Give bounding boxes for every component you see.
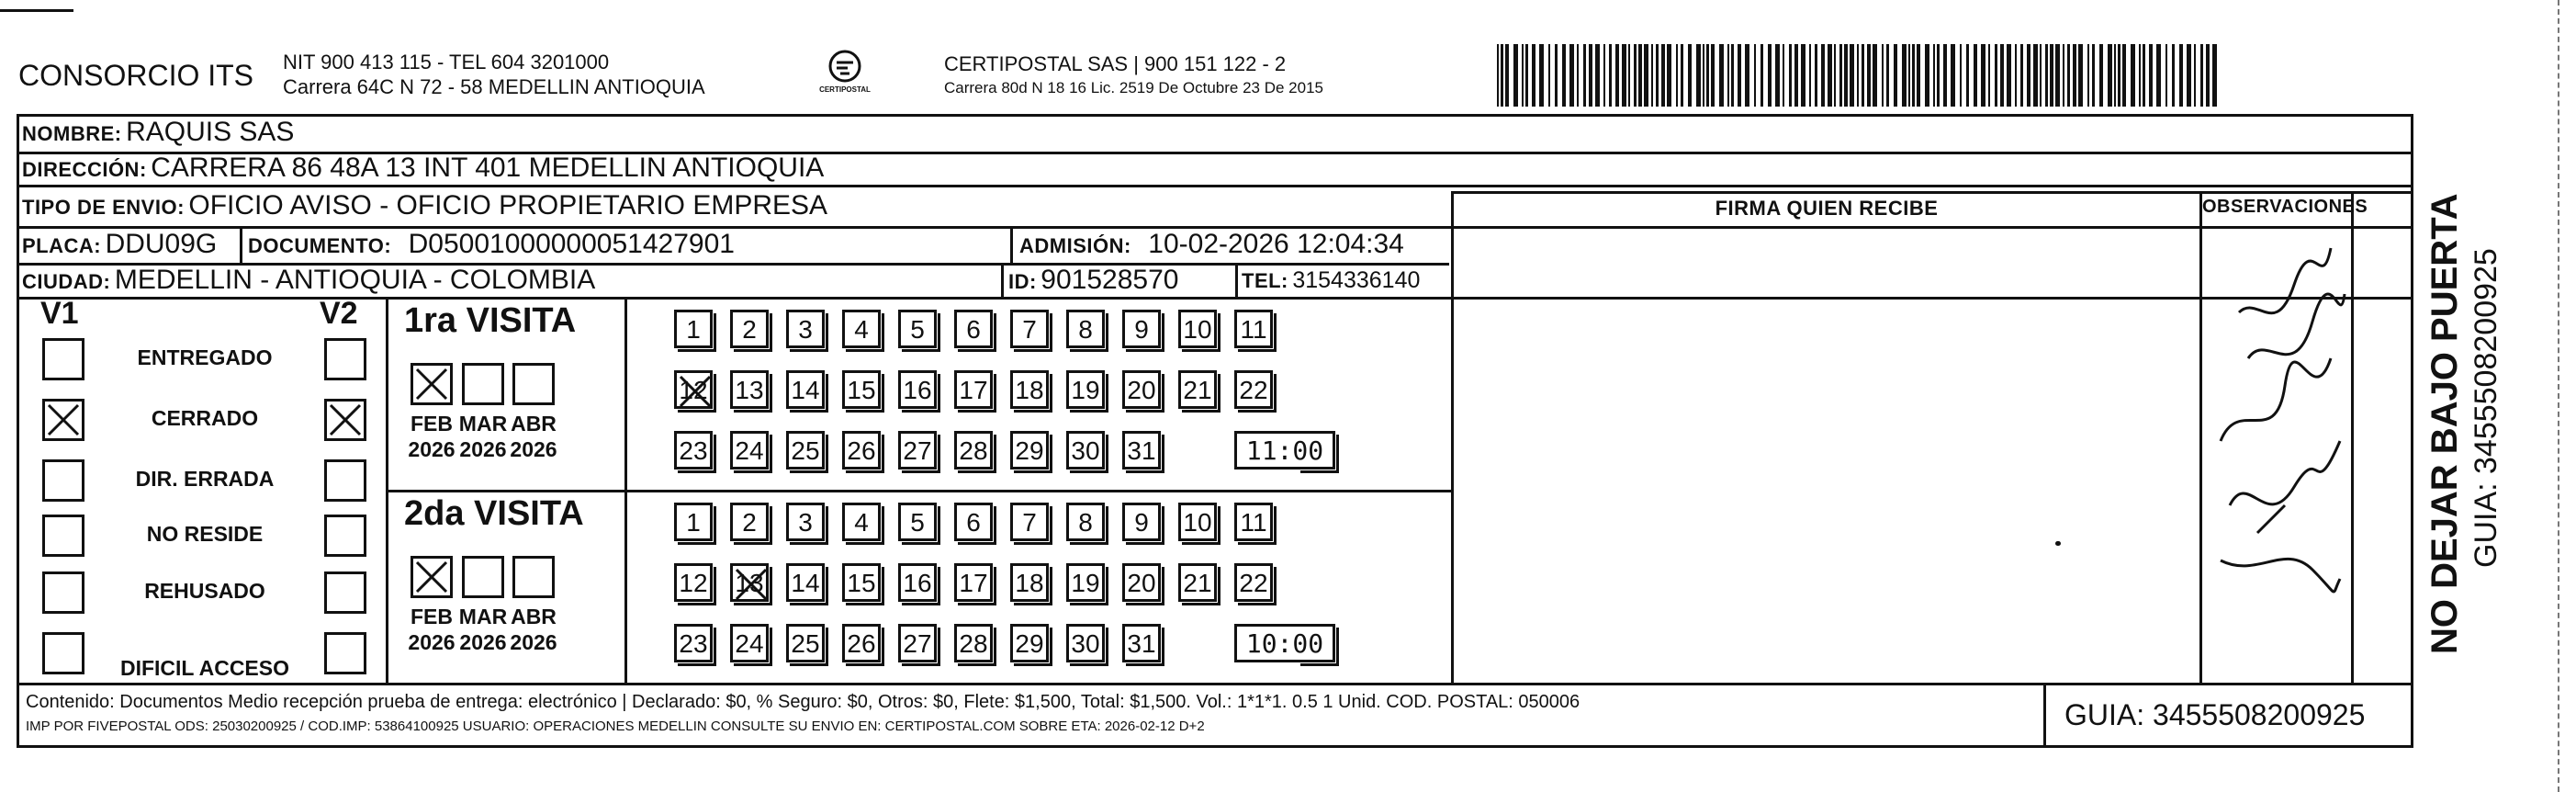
day-box[interactable]: 27 <box>898 624 937 662</box>
barcode-bar <box>1719 44 1724 107</box>
barcode-bar <box>2165 44 2167 107</box>
barcode-bar <box>2067 44 2070 107</box>
barcode-bar <box>2149 44 2153 107</box>
barcode-bar <box>1525 44 1528 107</box>
v1-checkbox[interactable] <box>42 399 84 441</box>
barcode-bar <box>2055 44 2060 107</box>
v2-checkbox[interactable] <box>324 632 366 674</box>
day-box[interactable]: 10 <box>1178 310 1217 348</box>
day-box[interactable]: 21 <box>1178 563 1217 602</box>
barcode-bar <box>1839 44 1842 107</box>
day-box[interactable]: 19 <box>1066 370 1105 409</box>
tipo-envio-value: OFICIO AVISO - OFICIO PROPIETARIO EMPRESA <box>188 190 828 221</box>
barcode-bar <box>1711 44 1715 107</box>
barcode-bar <box>1696 44 1701 107</box>
barcode-bar <box>1902 44 1907 107</box>
barcode-bar <box>2050 44 2053 107</box>
visit1-title: 1ra VISITA <box>404 301 577 340</box>
v1-label: V1 <box>40 296 79 331</box>
day-box[interactable]: 17 <box>954 563 993 602</box>
company-address: Carrera 64C N 72 - 58 MEDELLIN ANTIOQUIA <box>283 75 705 98</box>
barcode-bar <box>1634 44 1637 107</box>
day-box[interactable]: 23 <box>674 624 713 662</box>
side-guia: GUIA: 3455508200925 <box>2469 248 2503 568</box>
carrier-name: CERTIPOSTAL SAS | 900 151 122 - 2 <box>944 52 1287 75</box>
month-checkbox[interactable] <box>512 363 555 405</box>
barcode-bar <box>1609 44 1612 107</box>
barcode-bar <box>1688 44 1692 107</box>
barcode-bar <box>1850 44 1854 107</box>
day-box[interactable]: 24 <box>730 624 769 662</box>
nombre-value: RAQUIS SAS <box>126 117 295 147</box>
placa-value: DDU09G <box>105 229 218 259</box>
barcode-bar <box>1862 44 1864 107</box>
day-box[interactable]: 19 <box>1066 563 1105 602</box>
barcode-bar <box>1834 44 1836 107</box>
day-box[interactable]: 6 <box>954 310 993 348</box>
ciudad-value: MEDELLIN - ANTIOQUIA - COLOMBIA <box>114 265 596 295</box>
state-label: DIR. ERRADA <box>135 467 275 491</box>
documento-value: D05001000000051427901 <box>408 229 735 259</box>
day-box[interactable]: 14 <box>786 563 825 602</box>
barcode-bar <box>1622 44 1626 107</box>
logo-icon <box>813 48 877 103</box>
day-box[interactable]: 8 <box>1066 503 1105 541</box>
month-checkbox[interactable] <box>512 556 555 598</box>
barcode-bar <box>2078 44 2083 107</box>
footer-line1: Contenido: Documentos Medio recepción prueba de entrega: electrónico | Declarado: $0, % Seguro: $0, Otros: $0, Flete: $1,500, Total: $1,500. Vol.: 1*1*1. 0.5 1 Unid. COD. POSTAL: 050006 <box>26 692 1580 712</box>
barcode-bar <box>2118 44 2120 107</box>
barcode-bar <box>2087 44 2089 107</box>
barcode-bar <box>2027 44 2030 107</box>
barcode-bar <box>1522 44 1524 107</box>
time-box[interactable]: 10:00 <box>1234 624 1335 662</box>
day-box[interactable]: 16 <box>898 563 937 602</box>
barcode-bar <box>1951 44 1955 107</box>
day-box[interactable]: 23 <box>674 431 713 470</box>
day-box[interactable]: 1 <box>674 503 713 541</box>
barcode-bar <box>1943 44 1947 107</box>
barcode-bar <box>1768 44 1772 107</box>
admision-label: ADMISIÓN: <box>1019 234 1131 257</box>
v2-label: V2 <box>320 296 358 331</box>
barcode-bar <box>1667 44 1671 107</box>
barcode-bar <box>1857 44 1859 107</box>
barcode-bar <box>2063 44 2064 107</box>
barcode-bar <box>1577 44 1579 107</box>
month-label: MAR 2026 <box>458 605 508 654</box>
direccion-value: CARRERA 86 48A 13 INT 401 MEDELLIN ANTIOQUIA <box>151 153 825 183</box>
day-box[interactable]: 7 <box>1010 310 1049 348</box>
day-box[interactable]: 14 <box>786 370 825 409</box>
day-box[interactable]: 6 <box>954 503 993 541</box>
barcode-bar <box>1988 44 1990 107</box>
day-box[interactable]: 1 <box>674 310 713 348</box>
barcode-bar <box>1497 44 1499 107</box>
barcode-bar <box>2020 44 2023 107</box>
observaciones-handwriting <box>2202 230 2349 680</box>
company-nit: NIT 900 413 115 - TEL 604 3201000 <box>283 51 610 74</box>
day-box[interactable]: 11 <box>1234 503 1273 541</box>
barcode-bar <box>1681 44 1683 107</box>
barcode-bar <box>2172 44 2175 107</box>
month-label: ABR 2026 <box>510 605 557 654</box>
day-box[interactable]: 28 <box>954 431 993 470</box>
tipo-envio-label: TIPO DE ENVIO: <box>22 196 185 219</box>
day-box[interactable]: 9 <box>1122 503 1161 541</box>
barcode-bar <box>1638 44 1642 107</box>
barcode-bar <box>1754 44 1756 107</box>
day-box[interactable]: 31 <box>1122 431 1161 470</box>
day-box[interactable]: 3 <box>786 310 825 348</box>
barcode-bar <box>2131 44 2135 107</box>
day-box[interactable]: 25 <box>786 624 825 662</box>
day-box[interactable]: 16 <box>898 370 937 409</box>
barcode-bar <box>1783 44 1784 107</box>
barcode-bar <box>1908 44 1910 107</box>
month-checkbox[interactable] <box>462 556 504 598</box>
barcode-bar <box>1933 44 1935 107</box>
day-box[interactable]: 7 <box>1010 503 1049 541</box>
day-box[interactable]: 25 <box>786 431 825 470</box>
barcode-bar <box>1912 44 1915 107</box>
v2-checkbox[interactable] <box>324 459 366 502</box>
day-box[interactable]: 30 <box>1066 431 1105 470</box>
barcode-bar <box>1974 44 1977 107</box>
barcode-bar <box>1595 44 1600 107</box>
v2-checkbox[interactable] <box>324 338 366 380</box>
day-box[interactable]: 3 <box>786 503 825 541</box>
month-checkbox[interactable] <box>411 363 453 405</box>
tel-value: 3154336140 <box>1292 267 1421 293</box>
day-box[interactable]: 18 <box>1010 563 1049 602</box>
barcode-bar <box>2139 44 2141 107</box>
barcode-bar <box>2033 44 2038 107</box>
visit2-title: 2da VISITA <box>404 494 584 533</box>
v1-checkbox[interactable] <box>42 515 84 557</box>
day-box[interactable]: 4 <box>842 310 881 348</box>
barcode-bar <box>1532 44 1535 107</box>
barcode-bar <box>1844 44 1848 107</box>
barcode-bar <box>1676 44 1678 107</box>
placa-label: PLACA: <box>22 234 102 257</box>
barcode-bar <box>2099 44 2103 107</box>
barcode-bar <box>1548 44 1550 107</box>
barcode-bar <box>1917 44 1920 107</box>
barcode-bar <box>2045 44 2048 107</box>
day-box[interactable]: 2 <box>730 503 769 541</box>
certipostal-logo <box>813 48 877 103</box>
month-label: FEB 2026 <box>408 605 456 654</box>
barcode-bar <box>1505 44 1509 107</box>
barcode-bar <box>1775 44 1780 107</box>
barcode-bar <box>1651 44 1653 107</box>
day-box[interactable]: 11 <box>1234 310 1273 348</box>
carrier-license: Carrera 80d N 18 16 Lic. 2519 De Octubre 23 De 2015 <box>944 79 1323 96</box>
barcode-bar <box>2108 44 2112 107</box>
barcode-bar <box>1501 44 1503 107</box>
barcode-bar <box>1960 44 1962 107</box>
barcode-bar <box>2114 44 2116 107</box>
barcode-bar <box>1738 44 1741 107</box>
barcode-bar <box>1815 44 1817 107</box>
day-box[interactable]: 29 <box>1010 431 1049 470</box>
day-box[interactable]: 22 <box>1234 563 1273 602</box>
barcode-bar <box>1760 44 1763 107</box>
documento-label: DOCUMENTO: <box>248 234 392 257</box>
day-box[interactable]: 9 <box>1122 310 1161 348</box>
barcode-bar <box>1828 44 1832 107</box>
barcode-bar <box>1615 44 1619 107</box>
barcode-bar <box>1731 44 1734 107</box>
state-label: NO RESIDE <box>146 522 264 546</box>
day-box[interactable]: 15 <box>842 563 881 602</box>
barcode-bar <box>1603 44 1605 107</box>
time-box[interactable]: 11:00 <box>1234 431 1335 470</box>
barcode-bar <box>1966 44 1969 107</box>
nombre-label: NOMBRE: <box>22 122 122 145</box>
v2-checkbox[interactable] <box>324 571 366 614</box>
barcode-bar <box>1809 44 1811 107</box>
barcode-bar <box>1981 44 1985 107</box>
barcode-bar <box>2143 44 2145 107</box>
barcode-bar <box>2212 44 2217 107</box>
month-label: MAR 2026 <box>458 412 508 461</box>
v1-checkbox[interactable] <box>42 571 84 614</box>
day-box[interactable]: 21 <box>1178 370 1217 409</box>
day-box[interactable]: 12 <box>674 563 713 602</box>
barcode-bar <box>2156 44 2161 107</box>
v1-checkbox[interactable] <box>42 338 84 380</box>
top-rule <box>0 9 73 12</box>
footer-guia: GUIA: 3455508200925 <box>2064 698 2366 731</box>
barcode-bar <box>1539 44 1544 107</box>
barcode-bar <box>2000 44 2004 107</box>
day-box[interactable]: 20 <box>1122 370 1161 409</box>
day-box[interactable]: 13 <box>730 370 769 409</box>
barcode <box>1497 44 2222 107</box>
day-box[interactable]: 28 <box>954 624 993 662</box>
barcode-bar <box>2179 44 2183 107</box>
barcode-bar <box>1661 44 1665 107</box>
day-box[interactable]: 26 <box>842 624 881 662</box>
firma-label: FIRMA QUIEN RECIBE <box>1715 197 1939 220</box>
barcode-bar <box>1867 44 1871 107</box>
day-box[interactable]: 31 <box>1122 624 1161 662</box>
barcode-bar <box>2206 44 2210 107</box>
state-label: DIFICIL ACCESO <box>119 656 289 680</box>
barcode-bar <box>2015 44 2017 107</box>
day-box[interactable]: 12 <box>674 370 713 409</box>
day-box[interactable]: 26 <box>842 431 881 470</box>
day-box[interactable]: 30 <box>1066 624 1105 662</box>
barcode-bar <box>2007 44 2011 107</box>
v1-checkbox[interactable] <box>42 632 84 674</box>
barcode-bar <box>1656 44 1659 107</box>
barcode-bar <box>1555 44 1558 107</box>
barcode-bar <box>1727 44 1729 107</box>
barcode-bar <box>1882 44 1884 107</box>
barcode-bar <box>1789 44 1792 107</box>
day-box[interactable]: 18 <box>1010 370 1049 409</box>
day-box[interactable]: 22 <box>1234 370 1273 409</box>
state-label: ENTREGADO <box>137 345 273 369</box>
id-label: ID: <box>1008 270 1037 293</box>
direccion-label: DIRECCIÓN: <box>22 158 147 181</box>
barcode-bar <box>1513 44 1518 107</box>
barcode-bar <box>1794 44 1798 107</box>
day-box[interactable]: 29 <box>1010 624 1049 662</box>
id-value: 901528570 <box>1041 265 1179 295</box>
barcode-bar <box>1925 44 1929 107</box>
barcode-bar <box>1995 44 1997 107</box>
barcode-bar <box>1644 44 1648 107</box>
barcode-bar <box>2194 44 2196 107</box>
barcode-bar <box>1589 44 1592 107</box>
v1-checkbox[interactable] <box>42 459 84 502</box>
ciudad-label: CIUDAD: <box>22 270 111 293</box>
v2-checkbox[interactable] <box>324 515 366 557</box>
barcode-bar <box>1745 44 1749 107</box>
barcode-bar <box>1873 44 1877 107</box>
barcode-bar <box>2187 44 2191 107</box>
barcode-bar <box>1894 44 1897 107</box>
day-box[interactable]: 15 <box>842 370 881 409</box>
day-box[interactable]: 10 <box>1178 503 1217 541</box>
barcode-bar <box>1703 44 1704 107</box>
observaciones-label: OBSERVACIONES <box>2202 197 2368 217</box>
month-label: FEB 2026 <box>408 412 456 461</box>
company-name: CONSORCIO ITS <box>18 59 254 92</box>
barcode-bar <box>1706 44 1709 107</box>
state-label: REHUSADO <box>144 579 265 603</box>
barcode-bar <box>1562 44 1566 107</box>
tel-label: TEL: <box>1242 269 1288 292</box>
day-box[interactable]: 13 <box>730 563 769 602</box>
barcode-bar <box>1801 44 1805 107</box>
day-box[interactable]: 8 <box>1066 310 1105 348</box>
day-box[interactable]: 4 <box>842 503 881 541</box>
day-box[interactable]: 24 <box>730 431 769 470</box>
barcode-bar <box>2200 44 2203 107</box>
day-box[interactable]: 5 <box>898 503 937 541</box>
barcode-graphic <box>1497 44 2222 107</box>
day-box[interactable]: 27 <box>898 431 937 470</box>
day-box[interactable]: 2 <box>730 310 769 348</box>
state-label: CERRADO <box>151 406 259 430</box>
barcode-bar <box>1628 44 1630 107</box>
admision-value: 10-02-2026 12:04:34 <box>1148 229 1404 259</box>
day-box[interactable]: 5 <box>898 310 937 348</box>
barcode-bar <box>2122 44 2126 107</box>
barcode-bar <box>2040 44 2042 107</box>
barcode-bar <box>1886 44 1889 107</box>
signature-area <box>1454 229 2199 683</box>
barcode-bar <box>1569 44 1574 107</box>
barcode-bar <box>1583 44 1586 107</box>
side-warning: NO DEJAR BAJO PUERTA <box>2424 193 2465 654</box>
logo-text: CERTIPOSTAL <box>819 85 871 94</box>
month-label: ABR 2026 <box>510 412 557 461</box>
cut-line <box>2558 0 2559 792</box>
v2-checkbox[interactable] <box>324 399 366 441</box>
day-box[interactable]: 20 <box>1122 563 1161 602</box>
barcode-bar <box>2092 44 2095 107</box>
month-checkbox[interactable] <box>462 363 504 405</box>
month-checkbox[interactable] <box>411 556 453 598</box>
footer-line2: IMP POR FIVEPOSTAL ODS: 25030200925 / COD.IMP: 53864100925 USUARIO: OPERACIONES MEDELLIN CONSULTE SU ENVIO EN: CERTIPOSTAL.COM SOBRE ETA: 2026-02-12 D+2 <box>26 718 1205 734</box>
barcode-bar <box>1821 44 1825 107</box>
barcode-bar <box>1937 44 1940 107</box>
barcode-bar <box>2073 44 2076 107</box>
day-box[interactable]: 17 <box>954 370 993 409</box>
